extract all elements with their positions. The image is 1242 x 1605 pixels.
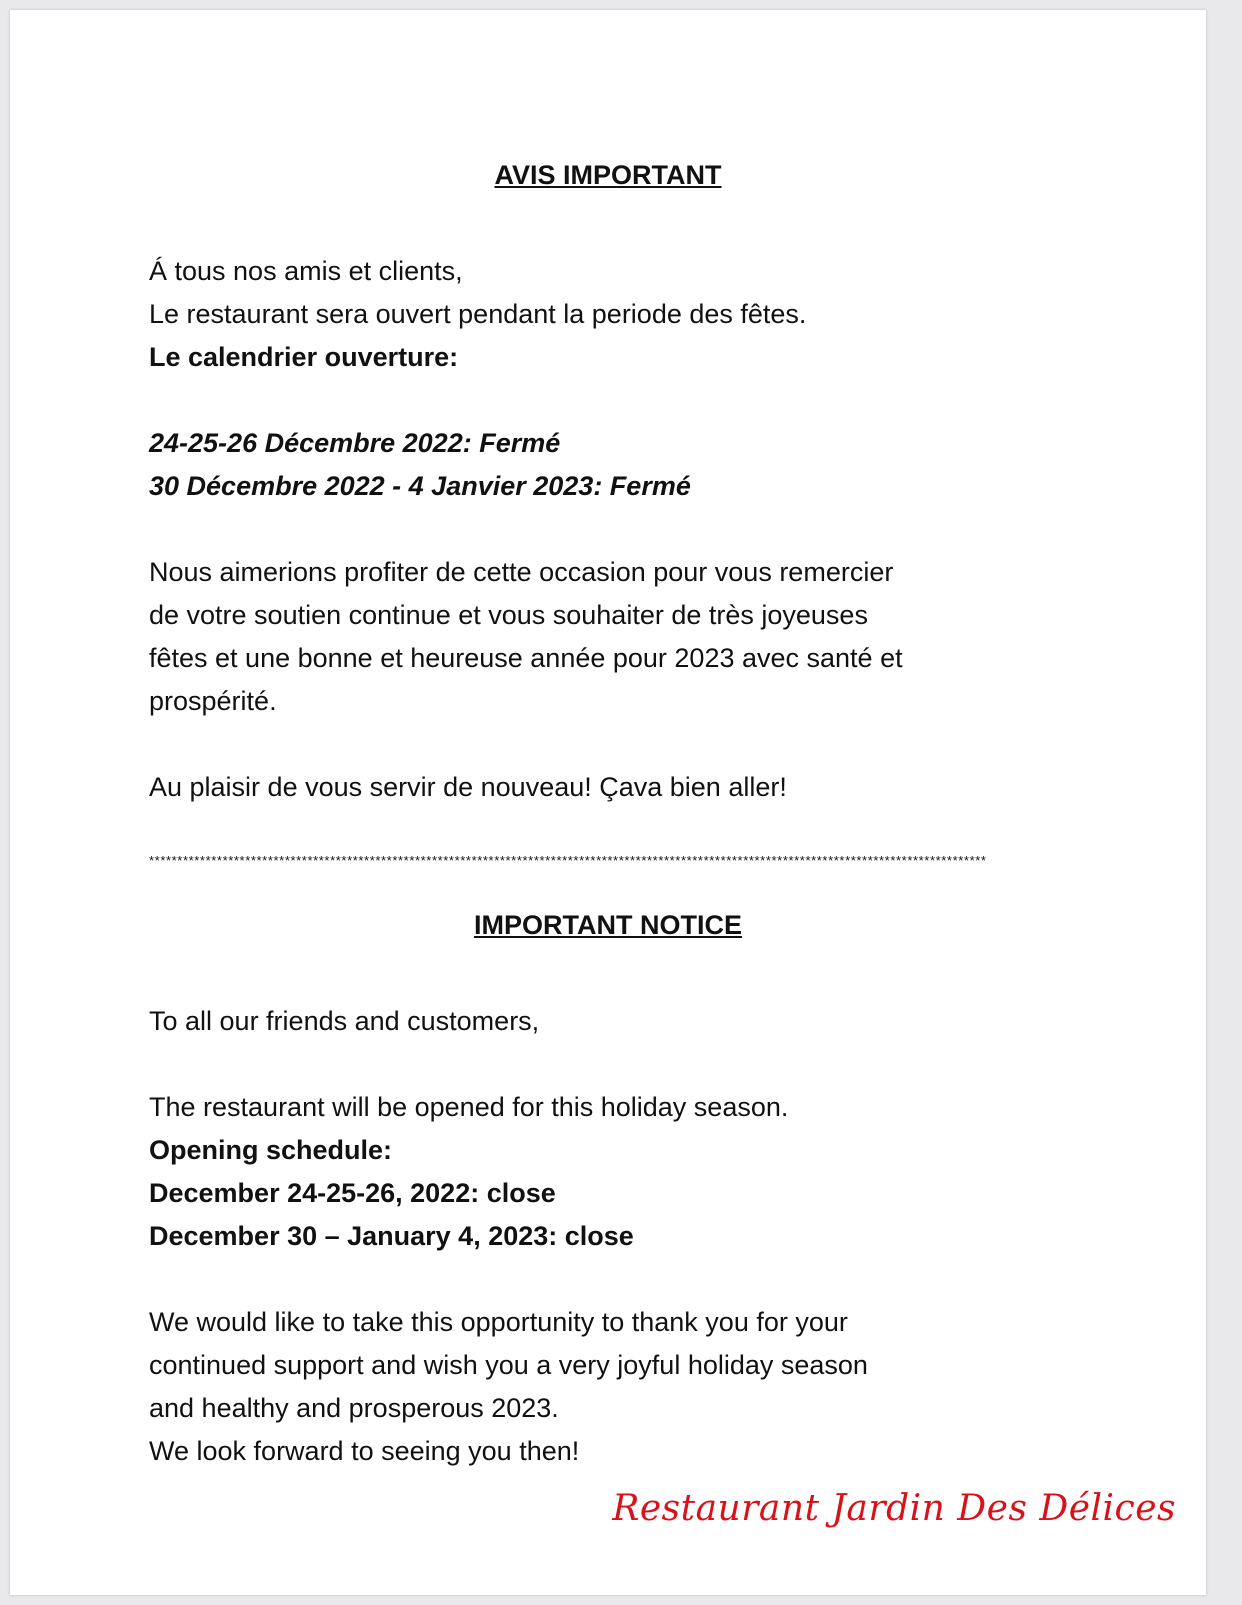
english-thanks-line: We look forward to seeing you then! bbox=[149, 1436, 580, 1466]
restaurant-signature: Restaurant Jardin Des Délices bbox=[612, 1488, 1176, 1529]
french-schedule-item: 30 Décembre 2022 - 4 Janvier 2023: Fermé bbox=[149, 471, 691, 501]
french-intro: Le restaurant sera ouvert pendant la periode des fêtes. bbox=[149, 299, 807, 329]
french-schedule-heading: Le calendrier ouverture: bbox=[149, 342, 459, 372]
french-schedule-item: 24-25-26 Décembre 2022: Fermé bbox=[149, 428, 561, 458]
english-title: IMPORTANT NOTICE bbox=[474, 910, 742, 940]
document-page bbox=[10, 10, 1206, 1595]
french-thanks-line: prospérité. bbox=[149, 686, 277, 716]
french-closing: Au plaisir de vous servir de nouveau! Çava bien aller! bbox=[149, 772, 787, 802]
english-thanks-line: and healthy and prosperous 2023. bbox=[149, 1393, 559, 1423]
french-thanks-line: Nous aimerions profiter de cette occasion pour vous remercier bbox=[149, 557, 894, 587]
french-title: AVIS IMPORTANT bbox=[494, 160, 722, 190]
french-thanks-line: fêtes et une bonne et heureuse année pour 2023 avec santé et bbox=[149, 643, 903, 673]
french-greeting: Á tous nos amis et clients, bbox=[149, 256, 463, 286]
english-intro: The restaurant will be opened for this holiday season. bbox=[149, 1092, 789, 1122]
english-greeting: To all our friends and customers, bbox=[149, 1006, 540, 1036]
english-schedule-heading: Opening schedule: bbox=[149, 1135, 393, 1165]
french-thanks-line: de votre soutien continue et vous souhaiter de très joyeuses bbox=[149, 600, 868, 630]
english-schedule-item: December 24-25-26, 2022: close bbox=[149, 1178, 556, 1208]
english-thanks-line: We would like to take this opportunity to thank you for your bbox=[149, 1307, 848, 1337]
english-thanks-line: continued support and wish you a very joyful holiday season bbox=[149, 1350, 868, 1380]
english-schedule-item: December 30 – January 4, 2023: close bbox=[149, 1221, 634, 1251]
separator-line: **************************************************************************************************************************************************** bbox=[149, 853, 987, 868]
